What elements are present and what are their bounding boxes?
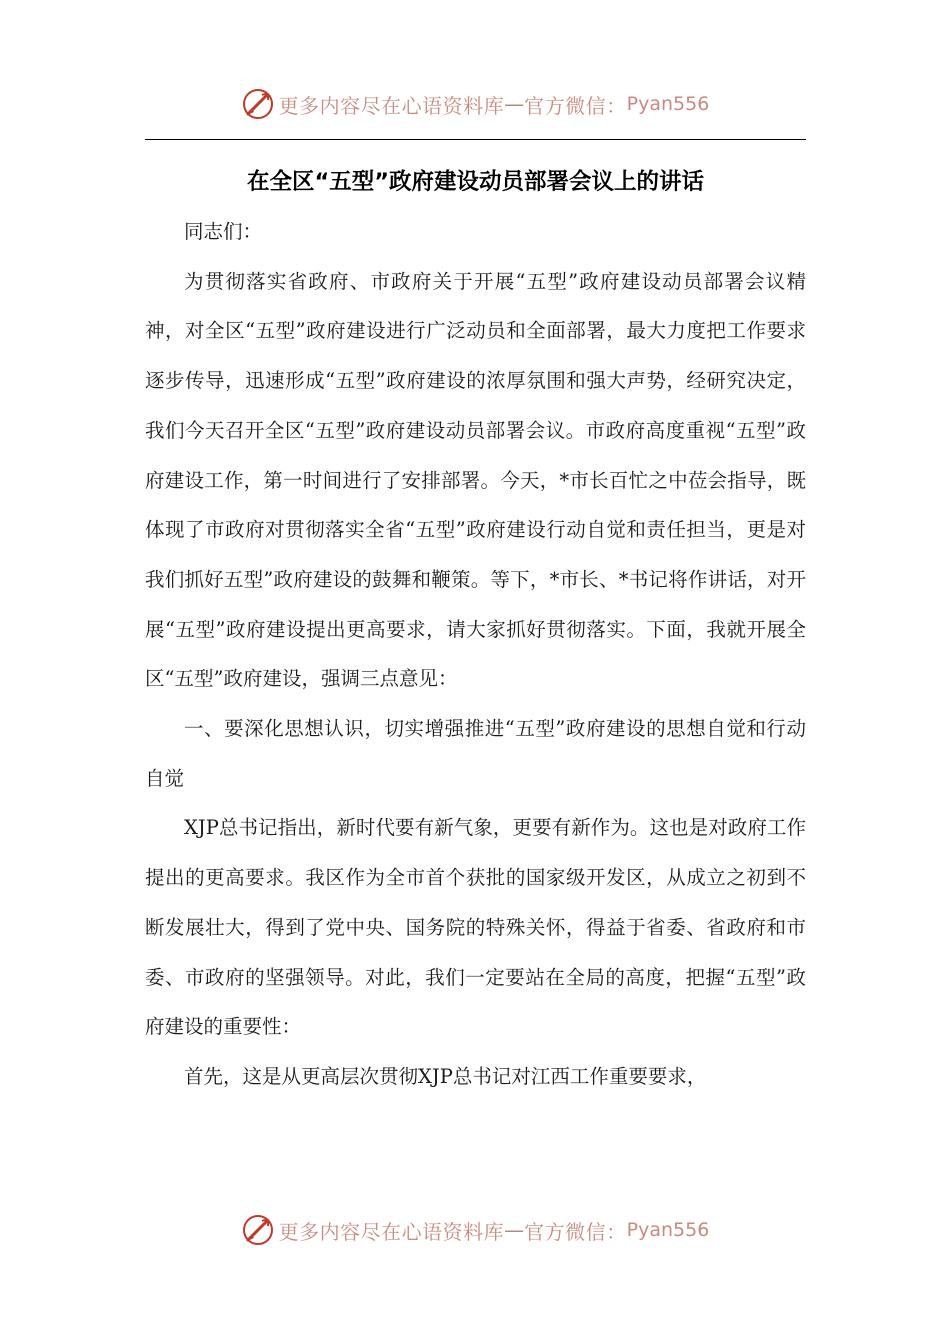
footer-banner bbox=[0, 1208, 950, 1252]
body-paragraph: XJP总书记指出，新时代要有新气象，更要有新作为。这也是对政府工作提出的更高要求。我区作为全市首个获批的国家级开发区，从成立之初到不断发展壮大，得到了党中央、国务院的特殊关怀，得益于省委、省政府和市委、市政府的坚强领导。对此，我们一定要站在全局的高度，把握“五型”政府建设的重要性： bbox=[145, 816, 806, 1039]
section-heading: 一、要深化思想认识，切实增强推进“五型”政府建设的思想自觉和行动自觉 bbox=[145, 717, 806, 790]
header-banner bbox=[0, 82, 950, 126]
pen-nib-logo-icon bbox=[241, 87, 275, 121]
banner-separator: — bbox=[504, 92, 525, 116]
document-body bbox=[145, 207, 806, 1102]
body-paragraph: 为贯彻落实省政府、市政府关于开展“五型”政府建设动员部署会议精神，对全区“五型”政府建设进行广泛动员和全面部署，最大力度把工作要求逐步传导，迅速形成“五型”政府建设的浓厚氛围和强大声势，经研究决定，我们今天召开全区“五型”政府建设动员部署会议。市政府高度重视“五型”政府建设工作，第一时间进行了安排部署。今天，*市长百忙之中莅会指导，既体现了市政府对贯彻落实全省“五型”政府建设行动自觉和责任担当，更是对我们抓好五型”政府建设的鼓舞和鞭策。等下，*市长、*书记将作讲话，对开展“五型”政府建设提出更高要求，请大家抓好贯彻落实。下面，我就开展全区“五型”政府建设，强调三点意见： bbox=[145, 269, 806, 691]
body-paragraph: 首先，这是从更高层次贯彻XJP总书记对江西工作重要要求， bbox=[184, 1064, 707, 1088]
banner-tagline: 更多内容尽在心语资料库 bbox=[278, 1219, 505, 1244]
pen-nib-logo-icon bbox=[241, 1213, 275, 1247]
document-title: 在全区“五型”政府建设动员部署会议上的讲话 bbox=[246, 169, 705, 195]
banner-wechat-id: Pyan556 bbox=[626, 93, 710, 115]
banner-wechat-label: 官方微信： bbox=[524, 1219, 627, 1244]
banner-tagline: 更多内容尽在心语资料库 bbox=[278, 93, 505, 118]
banner-wechat-id: Pyan556 bbox=[626, 1219, 710, 1241]
salutation: 同志们： bbox=[184, 220, 263, 243]
banner-wechat-label: 官方微信： bbox=[524, 93, 627, 118]
header-rule bbox=[145, 139, 806, 140]
banner-separator: — bbox=[504, 1218, 525, 1242]
